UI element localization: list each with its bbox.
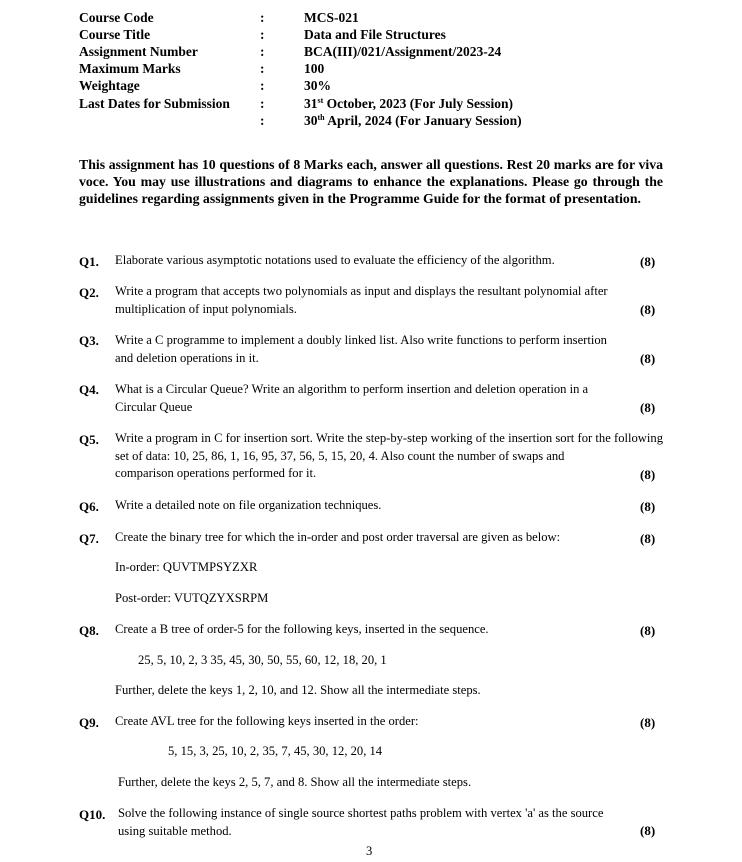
question-text-line: What is a Circular Queue? Write an algorithm to perform insertion and deletion operation in a xyxy=(115,382,589,396)
header-row-submission-january xyxy=(0,112,742,129)
question-marks: (8) xyxy=(640,467,656,482)
header-value xyxy=(304,112,522,129)
question-marks: (8) xyxy=(640,254,656,269)
header-row-submission-july xyxy=(0,95,742,112)
question-marks: (8) xyxy=(640,351,656,366)
header-row-maximum-marks xyxy=(0,60,742,77)
question-text: Write a detailed note on file organization techniques. xyxy=(115,498,382,512)
question-text: Elaborate various asymptotic notations used to evaluate the efficiency of the algorithm. xyxy=(115,253,555,267)
question-text-line: and deletion operations in it. xyxy=(115,350,259,365)
question-text xyxy=(115,332,663,367)
date-ordinal: st xyxy=(317,96,324,105)
question-marks: (8) xyxy=(640,302,656,317)
question-marks: (8) xyxy=(640,823,656,838)
question-number: Q7. xyxy=(79,531,99,546)
header-label: Last Dates for Submission xyxy=(79,96,230,111)
avl-keys: 5, 15, 3, 25, 10, 2, 35, 7, 45, 30, 12, 20, 14 xyxy=(168,744,383,758)
btree-keys: 25, 5, 10, 2, 3 35, 45, 30, 50, 55, 60, 12, 18, 20, 1 xyxy=(138,653,387,667)
question-text-line: comparison operations performed for it. xyxy=(115,466,317,480)
header-label: Maximum Marks xyxy=(79,61,181,76)
date-day: 30 xyxy=(304,113,318,128)
question-number: Q8. xyxy=(79,623,99,638)
question-number: Q6. xyxy=(79,499,99,514)
question-text xyxy=(115,381,663,416)
postorder-traversal: Post-order: VUTQZYXSRPM xyxy=(115,591,269,605)
header-colon: : xyxy=(260,61,265,76)
header-colon: : xyxy=(260,27,265,42)
date-day: 31 xyxy=(304,96,318,111)
question-text-line: using suitable method. xyxy=(118,823,232,838)
question-text-line: Circular Queue xyxy=(115,399,193,414)
instructions-paragraph: This assignment has 10 questions of 8 Marks each, answer all questions. Rest 20 marks are for viva voce. You may use illustrations and diagrams to enhance the explanations. Please go through the guidelines regarding assignments given in the Programme Guide for the format of presentation. xyxy=(79,157,663,206)
question-text xyxy=(118,805,648,840)
avl-followup: Further, delete the keys 2, 5, 7, and 8. Show all the intermediate steps. xyxy=(118,775,472,789)
header-colon: : xyxy=(260,113,265,128)
question-text: Create the binary tree for which the in-order and post order traversal are given as below: xyxy=(115,530,561,544)
header-colon: : xyxy=(260,78,265,93)
date-rest: October, 2023 (For July Session) xyxy=(323,96,514,111)
question-marks: (8) xyxy=(640,715,656,730)
question-text: Create AVL tree for the following keys inserted in the order: xyxy=(115,714,419,728)
question-text-line: Solve the following instance of single source shortest paths problem with vertex 'a' as the source xyxy=(118,806,604,820)
question-text-line: multiplication of input polynomials. xyxy=(115,301,297,316)
header-label: Course Code xyxy=(79,10,154,25)
header-value: MCS-021 xyxy=(304,10,359,25)
date-rest: April, 2024 (For January Session) xyxy=(324,113,522,128)
date-ordinal: th xyxy=(317,113,325,122)
question-text xyxy=(115,283,663,318)
question-text-line: Write a program in C for insertion sort. Write the step-by-step working of the insertion sort for the xyxy=(115,431,611,445)
question-number: Q2. xyxy=(79,285,99,300)
header-value: 30% xyxy=(304,78,331,93)
question-number: Q10. xyxy=(79,807,106,822)
question-number: Q9. xyxy=(79,715,99,730)
question-text-line: following set of data: 10, 25, 86, 1, 16, 95, 37, 56, 5, 15, 20, 4. Also count the number of swaps and xyxy=(115,431,663,463)
question-text-line: Write a program that accepts two polynomials as input and displays the resultant polynomial after xyxy=(115,284,608,298)
header-value: Data and File Structures xyxy=(304,27,446,42)
page-number: 3 xyxy=(366,844,373,858)
header-row-assignment-number xyxy=(0,43,742,60)
question-text xyxy=(115,430,663,483)
inorder-traversal: In-order: QUVTMPSYZXR xyxy=(115,560,258,574)
question-number: Q3. xyxy=(79,333,99,348)
header-value: BCA(III)/021/Assignment/2023-24 xyxy=(304,44,502,59)
header-label: Assignment Number xyxy=(79,44,198,59)
header-colon: : xyxy=(260,10,265,25)
question-text-line: Write a C programme to implement a doubly linked list. Also write functions to perform insertion xyxy=(115,333,607,347)
header-value xyxy=(304,95,513,112)
question-marks: (8) xyxy=(640,531,656,546)
question-number: Q1. xyxy=(79,254,99,269)
question-marks: (8) xyxy=(640,499,656,514)
header-row-course-code xyxy=(0,9,742,26)
header-colon: : xyxy=(260,44,265,59)
header-row-course-title xyxy=(0,26,742,43)
question-number: Q4. xyxy=(79,382,99,397)
header-label: Course Title xyxy=(79,27,151,42)
header-label: Weightage xyxy=(79,78,140,93)
question-marks: (8) xyxy=(640,400,656,415)
header-row-weightage xyxy=(0,77,742,94)
header-value: 100 xyxy=(304,61,325,76)
btree-followup: Further, delete the keys 1, 2, 10, and 12. Show all the intermediate steps. xyxy=(115,683,481,697)
question-number: Q5. xyxy=(79,432,99,447)
header-colon: : xyxy=(260,96,265,111)
question-marks: (8) xyxy=(640,623,656,638)
question-text: Create a B tree of order-5 for the following keys, inserted in the sequence. xyxy=(115,622,489,636)
